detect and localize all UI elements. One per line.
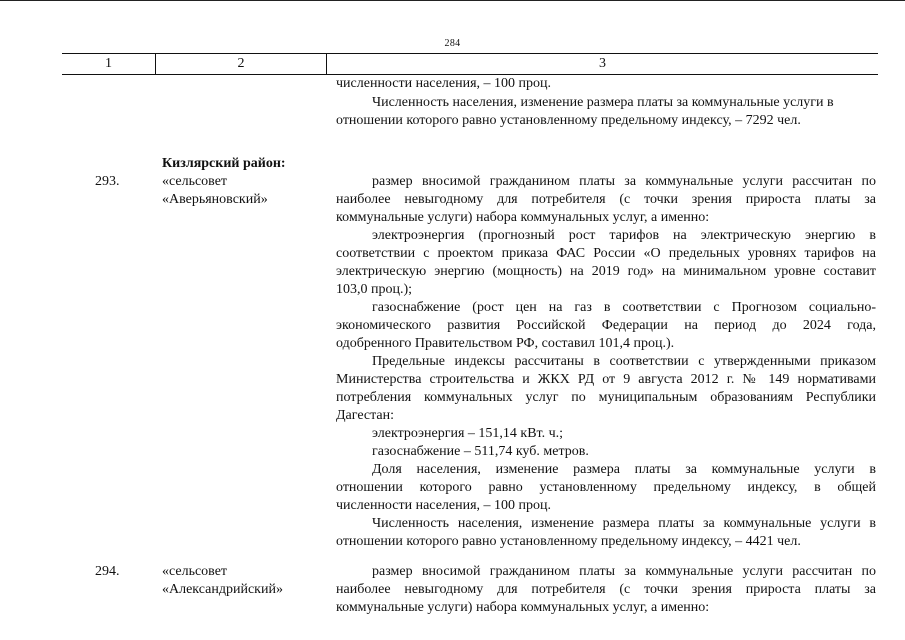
entry-name-line: «Александрийский» (162, 582, 283, 597)
text-line: газоснабжение – 511,74 куб. метров. (372, 444, 589, 459)
text-line (372, 94, 876, 111)
table-header-row (62, 53, 878, 75)
text-line: Численность населения, изменение размера платы за коммунальные услуги в (372, 516, 876, 531)
text-line: наиболее невыгодному для потребителя (с точки зрения прироста платы за (336, 582, 876, 597)
page-number: 284 (444, 38, 461, 49)
text-line: численности населения, – 100 проц. (336, 76, 552, 91)
entry-number: 293. (95, 174, 120, 189)
header-col-3: 3 (599, 56, 606, 71)
text-line: экономического развития Российской Федерации на период до 2024 года, (336, 318, 876, 333)
text-line: электрическую энергию (мощность) на 2019 год» на минимальном уровне составит (336, 264, 876, 279)
header-col-2: 2 (237, 56, 245, 71)
text-line: Дагестан: (336, 408, 394, 423)
text-line: наиболее невыгодному для потребителя (с точки зрения прироста платы за (336, 192, 876, 207)
text-line: потребления коммунальных услуг по муниципальным образованиям Республики (336, 390, 876, 405)
text-line: одобренного Правительством РФ, составил 101,4 проц.). (336, 336, 675, 351)
entry-number: 294. (95, 564, 120, 579)
text-line: коммунальные услуги) набора коммунальных услуг, а именно: (336, 210, 710, 225)
text-line: отношении которого равно установленному предельному индексу, – 7292 чел. (336, 113, 801, 128)
entry-name-line: «сельсовет (162, 564, 228, 579)
text-line: Предельные индексы рассчитаны в соответствии с утвержденными приказом (372, 354, 876, 369)
text-line-content: Численность населения, изменение размера платы за коммунальные услуги в (372, 95, 834, 110)
text-line: электроэнергия – 151,14 кВт. ч.; (372, 426, 564, 441)
page-top-border (0, 0, 905, 1)
text-line: коммунальные услуги) набора коммунальных услуг, а именно: (336, 600, 710, 615)
text-line: Доля населения, изменение размера платы за коммунальные услуги в (372, 462, 876, 477)
text-line: размер вносимой гражданином платы за коммунальные услуги рассчитан по (372, 564, 876, 579)
text-line: численности населения, – 100 проц. (336, 498, 552, 513)
header-col-1: 1 (105, 56, 112, 71)
district-heading: Кизлярский район: (162, 156, 286, 171)
text-line: отношении которого равно установленному предельному индексу, – 4421 чел. (336, 534, 801, 549)
entry-name-line: «Аверьяновский» (162, 192, 268, 207)
text-line: соответствии с проектом приказа ФАС России «О предельных уровнях тарифов на (336, 246, 876, 261)
text-line: газоснабжение (рост цен на газ в соответствии с Прогнозом социально- (372, 300, 876, 315)
text-line: Министерства строительства и ЖКХ РД от 9 августа 2012 г. № 149 нормативами (336, 372, 876, 387)
text-line: отношении которого равно установленному предельному индексу, в общей (336, 480, 876, 495)
text-line: размер вносимой гражданином платы за коммунальные услуги рассчитан по (372, 174, 876, 189)
text-line: 103,0 проц.); (336, 282, 413, 297)
entry-name-line: «сельсовет (162, 174, 228, 189)
text-line: электроэнергия (прогнозный рост тарифов на электрическую энергию в (372, 228, 876, 243)
